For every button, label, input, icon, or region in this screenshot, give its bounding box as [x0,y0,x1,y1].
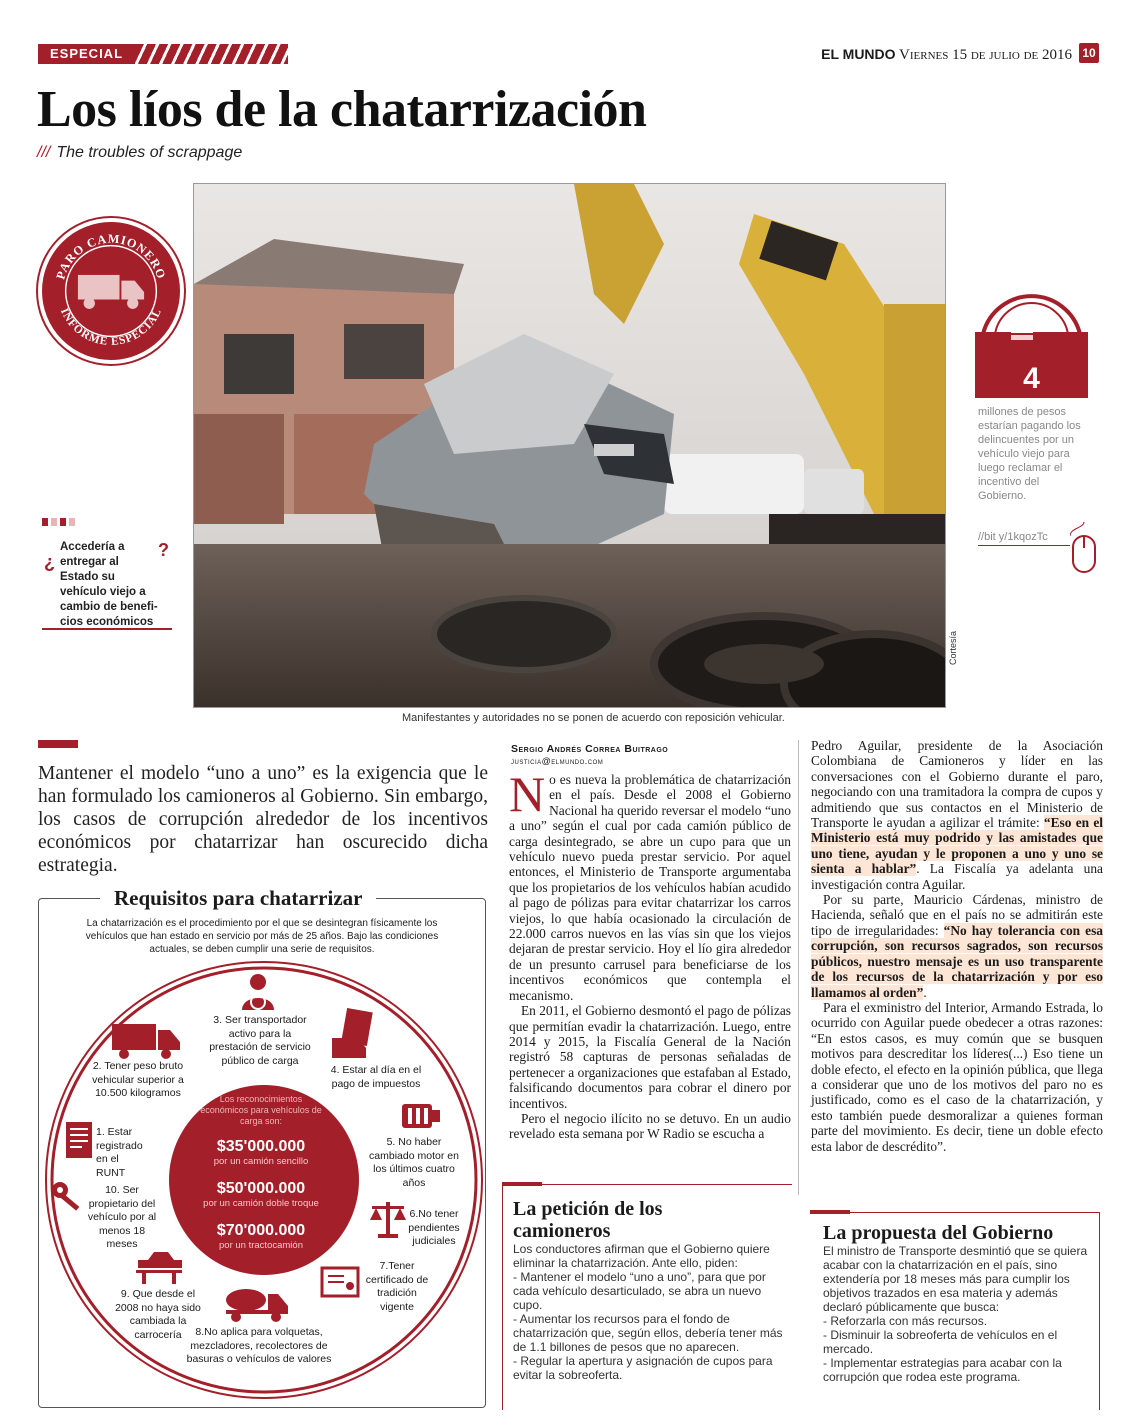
propuesta-item-3: - Implementar estrategias para acabar con la corrupción que rodea este programa. [823,1356,1062,1384]
amount-3 [186,1222,336,1251]
poll-close-mark: ? [158,540,169,560]
aguilar-text: Pedro Aguilar, presidente de la Asociación Colombiana de Camioneros y líder en las conversaciones con el Gobierno durante el paro, negociando con una tramitadora la compra de cupos y admitiendo que sus contactos en el Ministerio de Transporte le ayudan a agilizar el trámite: [811,738,1103,831]
requisito-8: 8.No aplica para volquetas, mezcladores, recolectores de basuras o vehículos de valores [186,1326,332,1365]
stat-box [975,274,1088,398]
mixer-truck-icon [222,1286,290,1322]
amount-1 [186,1138,336,1167]
tax-payment-icon [330,1008,374,1060]
reader-poll [42,532,172,630]
requisito-7: 7.Tener certificado de tradición vigente [365,1260,429,1313]
article-paragraph-6: Para el exministro del Interior, Armando Estrada, lo ocurrido con Aguilar puede obedecer a otras razones: “En estos casos, es muy común que se busquen motivos para descreditar los líderes(...) Eso tiene un doble efecto, el efecto en la opinión pública, que llega a considerar que uno de los motivos del paro no es justificado, como es el caso de la chatarrización, y esto también puede desmoralizar a quienes forman parte del movimiento. Es decir, tiene un doble efecto esta labor de descrédito”. [811,999,1103,1154]
scrap-yard-photo [193,183,946,708]
photo-credit: Cortesía [948,630,958,665]
reconocimientos-heading: Los reconocimientos económicos para vehículos de carga son: [200,1094,322,1126]
author-email[interactable]: justicia@elmundo.com [511,756,604,766]
byline: Sergio Andrés Correa Buitrago [511,743,669,755]
driver-icon [238,972,278,1012]
mouse-icon [1070,522,1098,576]
certificate-icon [320,1266,360,1298]
section-tag [38,44,288,64]
requisito-2: 2. Tener peso bruto vehicular superior a 10.500 kilogramos [92,1060,184,1099]
newspaper-name: EL MUNDO [821,46,896,62]
article-paragraph-5 [811,892,1103,1000]
svg-text:PARO CAMIONERO [53,232,168,282]
badge-graphic [42,222,180,360]
subtitle-slashes: /// [37,144,51,161]
section-label: ESPECIAL [38,44,135,64]
photo-illustration [194,184,946,708]
article-paragraph-4 [811,738,1103,892]
peticion-item-1: - Mantener el modelo “uno a uno”, para que por cada vehículo desarticulado, se abra un nuevo cupo. [513,1270,766,1312]
paro-camionero-badge [38,218,184,364]
requisito-6: 6.No tener pendientes judiciales [408,1208,460,1247]
short-link[interactable]: //bit y/1kqozTc [978,531,1048,543]
peticion-intro: Los conductores afirman que el Gobierno quiere eliminar la chatarrización. Ante ello, piden: [513,1242,770,1270]
peticion-accent [502,1182,542,1186]
document-icon [64,1120,94,1160]
propuesta-title: La propuesta del Gobierno [823,1222,1054,1244]
engine-icon [398,1098,442,1132]
aguilar-text-end: . La Fiscalía ya adelanta una investigación contra Aguilar. [811,861,1104,892]
article-lead: Mantener el modelo “uno a uno” es la exigencia que le han formulado los camioneros al Gobierno. Sin embargo, los casos de corrupción alrededor de los incentivos económicos por chatarrizar han oscurecido dicha estrategia. [38,763,488,876]
article-paragraph-1-text: o es nueva la problemática de chatarrización en el país. Desde el 2008 el Gobierno Nacional ha querido reversar el modelo “uno a uno” según el cual por cada camión público de carga desintegrado, se abre un cupo para que un vehículo nuevo pueda prestar servicio. Por aquel entonces, el Ministerio de Transporte argumentaba que los propietarios de los vehículos habían acudido al pago de pólizas para evitar chatarrizar los carros viejos, lo que había ocasionado la circulación de 22.000 carros nuevos en las vías sin que los viejos dejaran de prestar servicio. Hoy el lío gira alrededor de un presunto carrusel para beneficiarse de los incentivos económicos que contempla el mecanismo. [509,772,791,1003]
aguilar-quote: “Eso en el Ministerio está muy podrido y las amistades que uno tiene, ayudan y le proponen a uno y uno se sienta a hablar” [811,815,1103,877]
photo-caption: Manifestantes y autoridades no se ponen de acuerdo con reposición vehicular. [402,712,785,724]
badge-top-text: PARO CAMIONERO [53,231,169,282]
subtitle [37,144,242,162]
article-column-2 [811,738,1103,1154]
poll-marker [42,518,75,526]
stat-number: 4 [1023,362,1040,395]
cardenas-text-end: . [923,984,927,1000]
cardenas-quote: “No hay tolerancia con esa corrupción, son recursos sagrados, son recursos públicos, nuestro mensaje es un uso transparente de los recursos de la chatarrización y por eso llamamos al orden” [811,922,1103,1000]
peticion-body [513,1242,785,1382]
peticion-title: La petición de los camioneros [513,1198,663,1242]
amount-2-value: $50'000.000 [216,1180,306,1197]
drop-cap: N [509,766,546,822]
svg-text:INFORME ESPECIAL [58,306,164,348]
propuesta-body [823,1244,1095,1384]
badge-bottom-text: INFORME ESPECIAL [57,306,165,349]
subtitle-text: The troubles of scrappage [56,144,243,161]
article-paragraph-1 [509,766,791,1003]
headline: Los líos de la chatarrización [37,81,647,138]
poll-open-mark: ¿ [44,552,55,572]
propuesta-item-2: - Disminuir la sobreoferta de vehículos en el mercado. [823,1328,1058,1356]
stat-connector [978,545,1070,546]
truck-icon [78,275,144,309]
amount-1-value: $35'000.000 [216,1138,306,1155]
peticion-item-2: - Aumentar los recursos para el fondo de chatarrización que, según ellos, debería tener más de 1.1 billones de pesos que no aparecen. [513,1312,783,1354]
peticion-item-3: - Regular la apertura y asignación de cupos para evitar la sobreoferta. [513,1354,773,1382]
amount-2 [186,1180,336,1209]
intro-accent [38,740,78,748]
requisito-9: 9. Que desde el 2008 no haya sido cambiada la carrocería [115,1288,201,1341]
stat-description: millones de pesos estarían pagando los delincuentes por un vehículo viejo para luego reclamar el incentivo del Gobierno. [978,406,1081,502]
article-paragraph-3: Pero el negocio ilícito no se detuvo. En un audio revelado esta semana por W Radio se escucha a [509,1110,791,1142]
poll-question: Accedería a entregar al Estado su vehículo viejo a cambio de benefi-cios económicos [60,541,158,628]
stat-graphic [975,274,1088,398]
page-number: 10 [1079,43,1099,63]
truck-icon [112,1020,180,1060]
requisito-10: 10. Ser propietario del vehículo por al menos 18 meses [87,1184,157,1250]
justice-scale-icon [368,1198,408,1240]
article-column-1 [509,766,791,1142]
requisito-5: 5. No haber cambiado motor en los últimos cuatro años [369,1136,459,1189]
requisito-4: 4. Estar al día en el pago de impuestos [330,1064,422,1090]
column-divider [798,740,799,1195]
cardenas-text: Por su parte, Mauricio Cárdenas, ministro de Hacienda, señaló que en el país no se admitirán este tipo de irregularidades: [811,892,1103,938]
requisito-1: 1. Estar registrado en el RUNT [96,1126,143,1179]
requisito-3: 3. Ser transportador activo para la prestación de servicio público de carga [209,1014,311,1067]
propuesta-item-1: - Reforzarla con más recursos. [823,1314,988,1328]
article-paragraph-2: En 2011, el Gobierno desmontó el pago de pólizas que permitían evadir la chatarrización. Luego, entre 2014 y 2015, la Fiscalía General de la Nación registró 58 capturas de personas señaladas de pertenecer a organizaciones que estafaban al Estado, falsificando documentos para cobrar el dinero por incentivos. [509,1003,791,1111]
amount-3-value: $70'000.000 [216,1222,306,1239]
propuesta-intro: El ministro de Transporte desmintió que se quiera acabar con la chatarrización en el país, sino extendería por 18 meses más para cumplir los objetivos trazados en esa materia y además declaró públicamente que busca: [823,1244,1088,1314]
requisitos-intro: La chatarrización es el procedimiento por el que se desintegran físicamente los vehículos que han estado en servicio por más de 25 años. Bajo las condiciones actuales, se deben cumplir una serie de requisitos. [85,918,439,955]
masthead [821,46,1072,64]
amount-2-label: por un camión doble troque [203,1198,319,1209]
issue-date: Viernes 15 de julio de 2016 [899,47,1072,63]
amount-3-label: por un tractocamión [219,1240,303,1251]
amount-1-label: por un camión sencillo [213,1156,309,1167]
requisitos-title: Requisitos para chatarrizar [100,886,376,911]
